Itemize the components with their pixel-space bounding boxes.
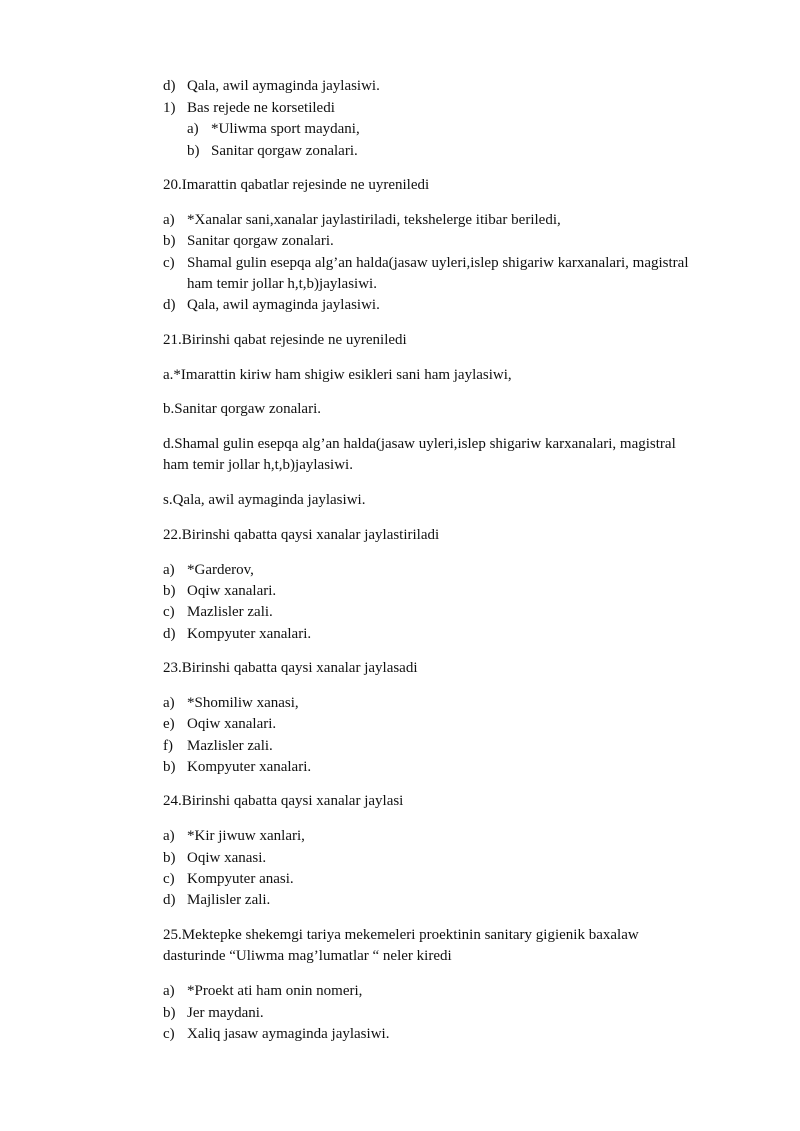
list-marker: b)	[163, 759, 176, 775]
list-marker: f)	[163, 738, 173, 754]
list-item-text: Mazlisler zali.	[187, 738, 273, 754]
list-item-text: *Xanalar sani,xanalar jaylastiriladi, tekshelerge itibar beriledi,	[187, 212, 561, 228]
list-marker: e)	[163, 716, 175, 732]
list-marker: b)	[163, 1005, 176, 1021]
list-marker: c)	[163, 255, 175, 271]
question-heading: 22.Birinshi qabatta qaysi xanalar jaylastiriladi	[163, 527, 440, 543]
list-item-text: Kompyuter xanalari.	[187, 626, 312, 642]
list-marker: b)	[187, 143, 200, 159]
list-marker: a)	[187, 121, 199, 137]
list-marker: d)	[163, 78, 176, 94]
list-marker: a)	[163, 562, 175, 578]
list-item-text: Oqiw xanasi.	[187, 850, 267, 866]
list-item-text: Sanitar qorgaw zonalari.	[211, 143, 358, 159]
list-item-text: Qala, awil aymaginda jaylasiwi.	[187, 297, 380, 313]
list-item-text: Qala, awil aymaginda jaylasiwi.	[187, 78, 380, 94]
list-item-text: *Uliwma sport maydani,	[211, 121, 360, 137]
list-item-text: Mazlisler zali.	[187, 604, 273, 620]
list-marker: a)	[163, 695, 175, 711]
list-item-text: Bas rejede ne korsetiledi	[187, 100, 335, 116]
list-item-text: *Shomiliw xanasi,	[187, 695, 299, 711]
list-item-text: Jer maydani.	[187, 1005, 264, 1021]
list-marker: a)	[163, 983, 175, 999]
list-item-text: Kompyuter anasi.	[187, 871, 294, 887]
list-item-text: Shamal gulin esepqa alg’an halda(jasaw uyleri,islep shigariw karxanalari, magistral	[187, 255, 689, 271]
list-marker: d)	[163, 297, 176, 313]
question-heading: 20.Imarattin qabatlar rejesinde ne uyreniledi	[163, 177, 430, 193]
list-marker: b)	[163, 850, 176, 866]
list-item-text: Xaliq jasaw aymaginda jaylasiwi.	[187, 1026, 390, 1042]
list-marker: d)	[163, 892, 176, 908]
question-heading-continuation: dasturinde “Uliwma mag’lumatlar “ neler kiredi	[163, 948, 452, 964]
list-item-text: Oqiw xanalari.	[187, 716, 277, 732]
list-item-continuation: ham temir jollar h,t,b)jaylasiwi.	[187, 276, 377, 292]
list-marker: b)	[163, 233, 176, 249]
question-heading: 23.Birinshi qabatta qaysi xanalar jaylasadi	[163, 660, 418, 676]
list-marker: a)	[163, 212, 175, 228]
list-item-text: Oqiw xanalari.	[187, 583, 277, 599]
list-marker: c)	[163, 604, 175, 620]
question-heading: 21.Birinshi qabat rejesinde ne uyreniledi	[163, 332, 407, 348]
list-item-text: *Proekt ati ham onin nomeri,	[187, 983, 363, 999]
answer-paragraph: a.*Imarattin kiriw ham shigiw esikleri sani ham jaylasiwi,	[163, 367, 512, 383]
list-item-text: Sanitar qorgaw zonalari.	[187, 233, 334, 249]
list-marker: a)	[163, 828, 175, 844]
list-marker: b)	[163, 583, 176, 599]
answer-paragraph-continuation: ham temir jollar h,t,b)jaylasiwi.	[163, 457, 353, 473]
list-marker: d)	[163, 626, 176, 642]
list-marker: c)	[163, 1026, 175, 1042]
answer-paragraph: d.Shamal gulin esepqa alg’an halda(jasaw uyleri,islep shigariw karxanalari, magistral	[163, 436, 676, 452]
question-heading: 25.Mektepke shekemgi tariya mekemeleri proektinin sanitary gigienik baxalaw	[163, 927, 639, 943]
list-item-text: *Kir jiwuw xanlari,	[187, 828, 305, 844]
question-heading: 24.Birinshi qabatta qaysi xanalar jaylasi	[163, 793, 404, 809]
answer-paragraph: s.Qala, awil aymaginda jaylasiwi.	[163, 492, 366, 508]
list-item-text: Kompyuter xanalari.	[187, 759, 312, 775]
list-item-text: Majlisler zali.	[187, 892, 271, 908]
list-marker: c)	[163, 871, 175, 887]
list-item-text: *Garderov,	[187, 562, 254, 578]
answer-paragraph: b.Sanitar qorgaw zonalari.	[163, 401, 322, 417]
list-marker: 1)	[163, 100, 176, 116]
